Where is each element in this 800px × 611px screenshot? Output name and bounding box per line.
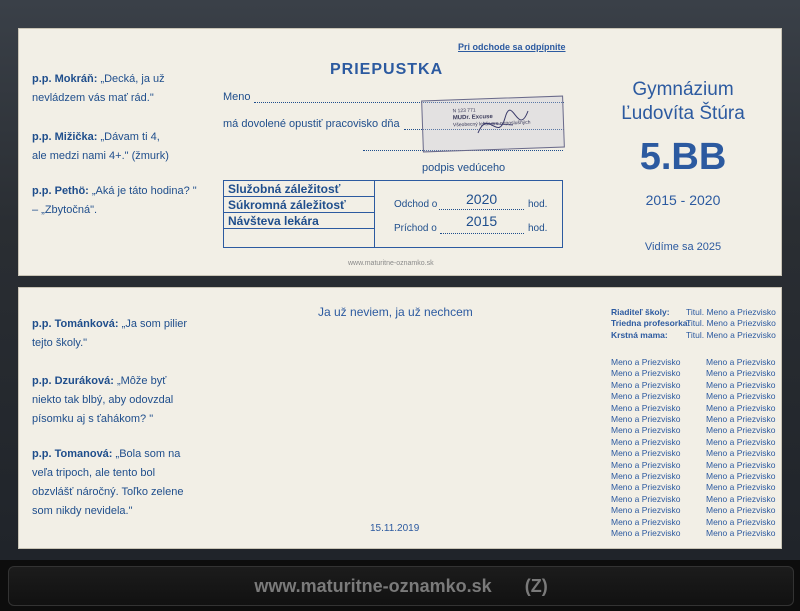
student-name: Meno a Priezvisko	[706, 436, 776, 447]
student-name: Meno a Priezvisko	[611, 505, 681, 516]
students-col1	[611, 357, 680, 540]
quote-mokran: p.p. Mokráň: „Decká, ja už nevládzem vás mať rád."	[32, 73, 165, 104]
school-years: 2015 - 2020	[645, 192, 721, 208]
student-name: Meno a Priezvisko	[611, 414, 681, 425]
student-name: Meno a Priezvisko	[706, 459, 776, 470]
student-name: Meno a Priezvisko	[706, 471, 776, 482]
quote-dzurakova: p.p. Dzuráková: „Môže byť niekto tak blbý, aby odovzdal písomku aj s ťahákom? "	[32, 375, 174, 425]
student-name: Meno a Priezvisko	[611, 379, 681, 390]
ticket-card	[18, 28, 782, 276]
quote-tomanova: p.p. Tomanová: „Bola som na veľa tripoch, ale tento bol obzvlášť náročný. Toľko zelene som nikdy nevidela."	[32, 448, 184, 517]
student-name: Meno a Priezvisko	[706, 425, 776, 436]
prichod-label: Príchod o	[394, 223, 437, 234]
option-sluzobna: Služobná záležitosť	[224, 181, 374, 197]
student-name: Meno a Priezvisko	[706, 379, 776, 390]
inner-date: 15.11.2019	[370, 523, 420, 534]
student-name: Meno a Priezvisko	[611, 425, 681, 436]
staff-names	[686, 307, 776, 341]
staff-name: Titul. Meno a Priezvisko	[686, 329, 776, 340]
student-name: Meno a Priezvisko	[706, 516, 776, 527]
student-name: Meno a Priezvisko	[706, 448, 776, 459]
student-name: Meno a Priezvisko	[611, 448, 681, 459]
inner-motto: Ja už neviem, ja už nechcem	[318, 305, 473, 319]
signature-scribble	[473, 103, 533, 145]
prichod-line	[440, 233, 524, 234]
student-name: Meno a Priezvisko	[706, 493, 776, 504]
student-name: Meno a Priezvisko	[611, 459, 681, 470]
odchod-hod: hod.	[528, 199, 548, 210]
footer-tag: (Z)	[524, 576, 548, 596]
student-name: Meno a Priezvisko	[706, 528, 776, 539]
student-name: Meno a Priezvisko	[611, 391, 681, 402]
student-name: Meno a Priezvisko	[706, 402, 776, 413]
student-name: Meno a Priezvisko	[611, 402, 681, 413]
odchod-line	[439, 209, 524, 210]
staff-role: Triedna profesorka:	[611, 318, 691, 329]
podpis-label: podpis vedúceho	[422, 162, 506, 174]
quote-petho: p.p. Pethö: „Aká je táto hodina? " – „Zbytočná".	[32, 185, 197, 216]
top-note: Pri odchode sa odpípnite	[458, 42, 566, 52]
odchod-value: 2020	[466, 191, 498, 207]
school-motto: Vidíme sa 2025	[644, 241, 722, 253]
staff-name: Titul. Meno a Priezvisko	[686, 307, 776, 317]
student-name: Meno a Priezvisko	[706, 357, 776, 367]
student-name: Meno a Priezvisko	[611, 516, 681, 527]
ticket-title: PRIEPUSTKA	[330, 61, 444, 78]
options-box	[223, 180, 563, 248]
prichod-value: 2015	[466, 213, 498, 229]
student-name: Meno a Priezvisko	[611, 471, 681, 482]
student-name: Meno a Priezvisko	[611, 482, 681, 493]
student-name: Meno a Priezvisko	[611, 436, 681, 447]
student-name: Meno a Priezvisko	[706, 505, 776, 516]
student-name: Meno a Priezvisko	[706, 414, 776, 425]
student-name: Meno a Priezvisko	[611, 357, 681, 367]
students-col2	[706, 357, 775, 540]
class-name: 5.BB	[639, 136, 727, 178]
option-sukromna: Súkromná záležitosť	[224, 197, 374, 213]
options-divider	[374, 181, 375, 247]
student-name: Meno a Priezvisko	[611, 368, 681, 379]
option-lekar: Návšteva lekára	[224, 213, 374, 229]
prichod-hod: hod.	[528, 223, 548, 234]
meno-label: Meno	[223, 91, 251, 103]
odchod-label: Odchod o	[394, 199, 438, 210]
doctor-stamp: N 123 771 MUDr. Excuse Všeobecný lekár pre neposlušných	[421, 96, 565, 153]
ticket-website: www.maturitne-oznamko.sk	[348, 260, 434, 267]
student-name: Meno a Priezvisko	[611, 493, 681, 504]
footer-bar	[8, 566, 794, 606]
allowed-label: má dovolené opustiť pracovisko dňa	[223, 118, 400, 130]
student-name: Meno a Priezvisko	[706, 368, 776, 379]
school-name: Gymnázium Ľudovíta Štúra	[621, 79, 745, 124]
staff-name: Titul. Meno a Priezvisko	[686, 318, 776, 329]
quote-mizicka: p.p. Mižička: „Dávam ti 4, ale medzi nami 4+." (žmurk)	[32, 131, 169, 162]
student-name: Meno a Priezvisko	[706, 482, 776, 493]
staff-role: Krstná mama:	[611, 329, 668, 340]
quote-tomankova: p.p. Tománková: „Ja som pilier tejto školy."	[32, 318, 188, 349]
student-name: Meno a Priezvisko	[611, 528, 681, 539]
staff-role: Riaditeľ školy:	[611, 307, 670, 317]
inner-card	[18, 287, 782, 549]
student-name: Meno a Priezvisko	[706, 391, 776, 402]
staff-roles	[611, 307, 690, 341]
footer-site[interactable]: www.maturitne-oznamko.sk	[254, 576, 492, 596]
